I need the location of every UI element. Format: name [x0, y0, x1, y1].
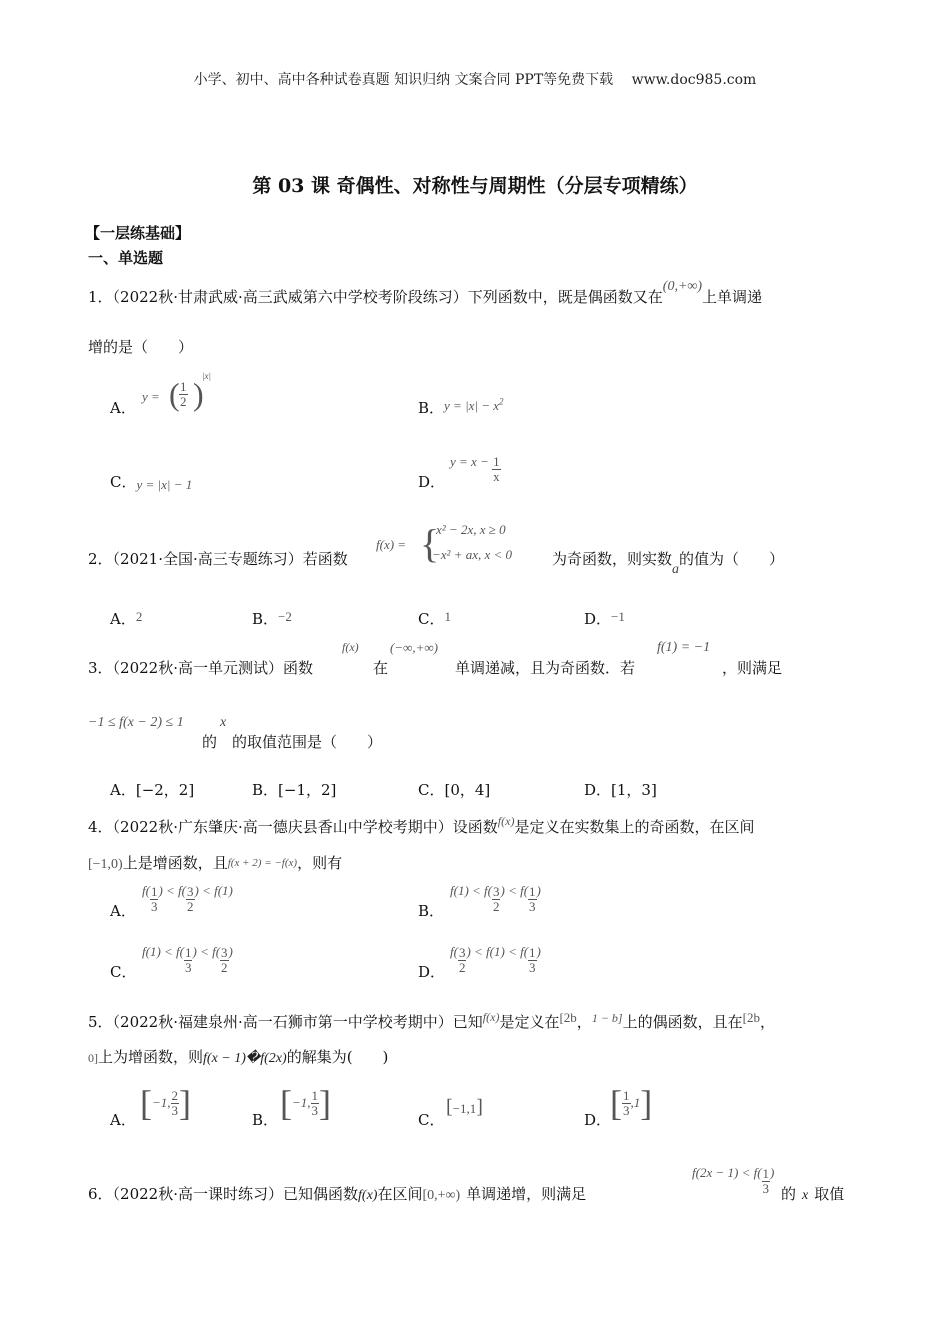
q3-option-d: D．[1，3]	[584, 781, 657, 799]
q3-option-c: C．[0，4]	[418, 781, 491, 799]
q2-option-b: B．−2	[252, 609, 292, 628]
q5-option-d-math: [ $\frac{1}{3}$ ,1]	[610, 1083, 653, 1123]
q3-text: ，则满足	[722, 659, 783, 677]
q6-math-cond: f(2x − 1) < f( $\frac{1}{3}$ )	[692, 1165, 775, 1196]
question-4-line-2: [−1,0)上是增函数，且f(x + 2) = −f(x)，则有	[88, 854, 343, 872]
q3-math-ineq: −1 ≤ f(x − 2) ≤ 1	[88, 715, 184, 730]
question-source: （2022秋·高一课时练习）	[112, 1185, 283, 1203]
question-source: （2021·全国·高三专题练习）	[112, 550, 303, 568]
q2-option-c: C．1	[418, 609, 451, 628]
section-heading: 一、单选题	[88, 249, 164, 267]
q5-option-b-math: [−1, $\frac{1}{3}$ ]	[280, 1083, 332, 1123]
page-header: 小学、初中、高中各种试卷真题 知识归纳 文案合同 PPT等免费下载 www.doc985.com	[193, 72, 757, 88]
q3-text: 的	[202, 733, 218, 751]
q4-option-d: D．	[418, 963, 446, 981]
question-2-line-1	[88, 548, 348, 569]
q1-option-c: C．y = |x| − 1	[110, 473, 193, 492]
question-2-line-1b: 为奇函数，则实数a的值为（ ）	[552, 550, 785, 577]
question-number: 4．	[88, 818, 113, 836]
q3-text: 单调递减，且为奇函数．若	[455, 659, 636, 677]
q6-text-end: 的 x 取值	[781, 1185, 845, 1203]
question-number: 1．	[88, 288, 113, 306]
q4-option-d-math: f( $\frac{3}{2}$ ) < f(1) < f( $\frac{1}{3}$ )	[450, 944, 541, 975]
question-6-line-1: 6．（2022秋·高一课时练习）已知偶函数f(x)在区间[0,+∞) 单调递增，则满足	[88, 1185, 587, 1203]
q5-option-c-math: [−1,1]	[446, 1096, 483, 1118]
q1-option-a-math: y = ( $\frac{1}{2}$ ) |x|	[142, 371, 211, 412]
q2-option-a: A．2	[110, 609, 143, 628]
option-label: C．	[110, 473, 137, 491]
question-text: 下列函数中，既是偶函数又在	[467, 288, 663, 306]
q3-math-fx: f(x)	[342, 640, 359, 654]
q5-option-c: C．	[418, 1111, 445, 1129]
math-interval: (0,+∞)	[662, 279, 703, 294]
q5-option-a-math: [−1, $\frac{2}{3}$ ]	[140, 1083, 192, 1123]
q3-option-a: A．[−2，2]	[110, 781, 195, 799]
question-source: （2022秋·高一单元测试）	[112, 659, 283, 677]
q5-option-d: D．	[584, 1111, 612, 1129]
option-label: D．	[418, 473, 446, 491]
question-text: 若函数	[302, 550, 348, 568]
question-text: 函数	[283, 659, 314, 677]
question-1-line-2: 增的是（ ）	[88, 338, 194, 356]
question-text: 上单调递	[702, 288, 763, 306]
option-label: A．	[110, 399, 136, 417]
question-5-line-2: 0]上为增函数，则f(x − 1)�f(2x)的解集为( )	[88, 1048, 389, 1066]
question-text: 的值为（ ）	[679, 550, 785, 568]
question-text: 为奇函数，则实数	[552, 550, 673, 568]
question-text: 设函数	[452, 818, 498, 836]
question-4-line-1: 4．（2022秋·广东肇庆·高一德庆县香山中学校考期中）设函数$^{f(x)}$是定义在实数集上的奇函数，在区间	[88, 814, 755, 836]
question-number: 5．	[88, 1013, 113, 1031]
q3-option-b: B．[−1，2]	[252, 781, 337, 799]
q4-option-a-math: f( $\frac{1}{3}$ ) < f( $\frac{3}{2}$ ) < f(1)	[142, 883, 233, 914]
q3-text: 的取值范围是（ ）	[232, 733, 383, 751]
option-label: B．	[418, 399, 445, 417]
q3-text: 在	[373, 659, 389, 677]
question-source: （2022秋·福建泉州·高一石狮市第一中学校考期中）	[112, 1013, 453, 1031]
question-number: 3．	[88, 659, 113, 677]
question-number: 2．	[88, 550, 113, 568]
q3-math-interval: (−∞,+∞)	[390, 640, 438, 655]
question-source: （2022秋·广东肇庆·高一德庆县香山中学校考期中）	[112, 818, 453, 836]
q2-option-d: D．−1	[584, 609, 625, 628]
q1-option-d-math: y = x − $\frac{1}{x}$	[450, 454, 500, 484]
q3-math-cond: f(1) = −1	[657, 640, 711, 655]
page-title: 第 03 课 奇偶性、对称性与周期性（分层专项精练）	[252, 175, 698, 197]
q4-option-b: B．	[418, 902, 445, 920]
q5-option-a: A．	[110, 1111, 136, 1129]
question-number: 6．	[88, 1185, 113, 1203]
q4-option-c-math: f(1) < f( $\frac{1}{3}$ ) < f( $\frac{3}{2}$ )	[142, 944, 233, 975]
question-source: （2022秋·甘肃武威·高三武威第六中学校考阶段练习）	[112, 288, 468, 306]
q3-math-var: x	[220, 715, 227, 730]
q1-option-a	[110, 397, 136, 418]
question-text: 是定义在实数集上的奇函数，在区间	[514, 818, 755, 836]
q4-option-b-math: f(1) < f( $\frac{3}{2}$ ) < f( $\frac{1}{3}$ )	[450, 883, 541, 914]
question-5-line-1: 5．（2022秋·福建泉州·高一石狮市第一中学校考期中）已知$^{f(x)}$是定义在[2b，$^{1 - b]}$上的偶函数，且在[2b，	[88, 1010, 775, 1031]
question-3-line-1	[88, 657, 313, 678]
level-heading: 【一层练基础】	[85, 224, 191, 242]
q4-option-c: C．	[110, 963, 137, 981]
q2-piecewise-math: f(x) = { x² − 2x, x ≥ 0 −x² + ax, x < 0	[376, 521, 513, 566]
q1-option-d	[418, 471, 445, 492]
q1-option-b: B．$y = |x| - x^2$	[418, 396, 504, 417]
question-1-line-1	[88, 279, 763, 307]
q5-option-b: B．	[252, 1111, 279, 1129]
q4-option-a: A．	[110, 902, 136, 920]
